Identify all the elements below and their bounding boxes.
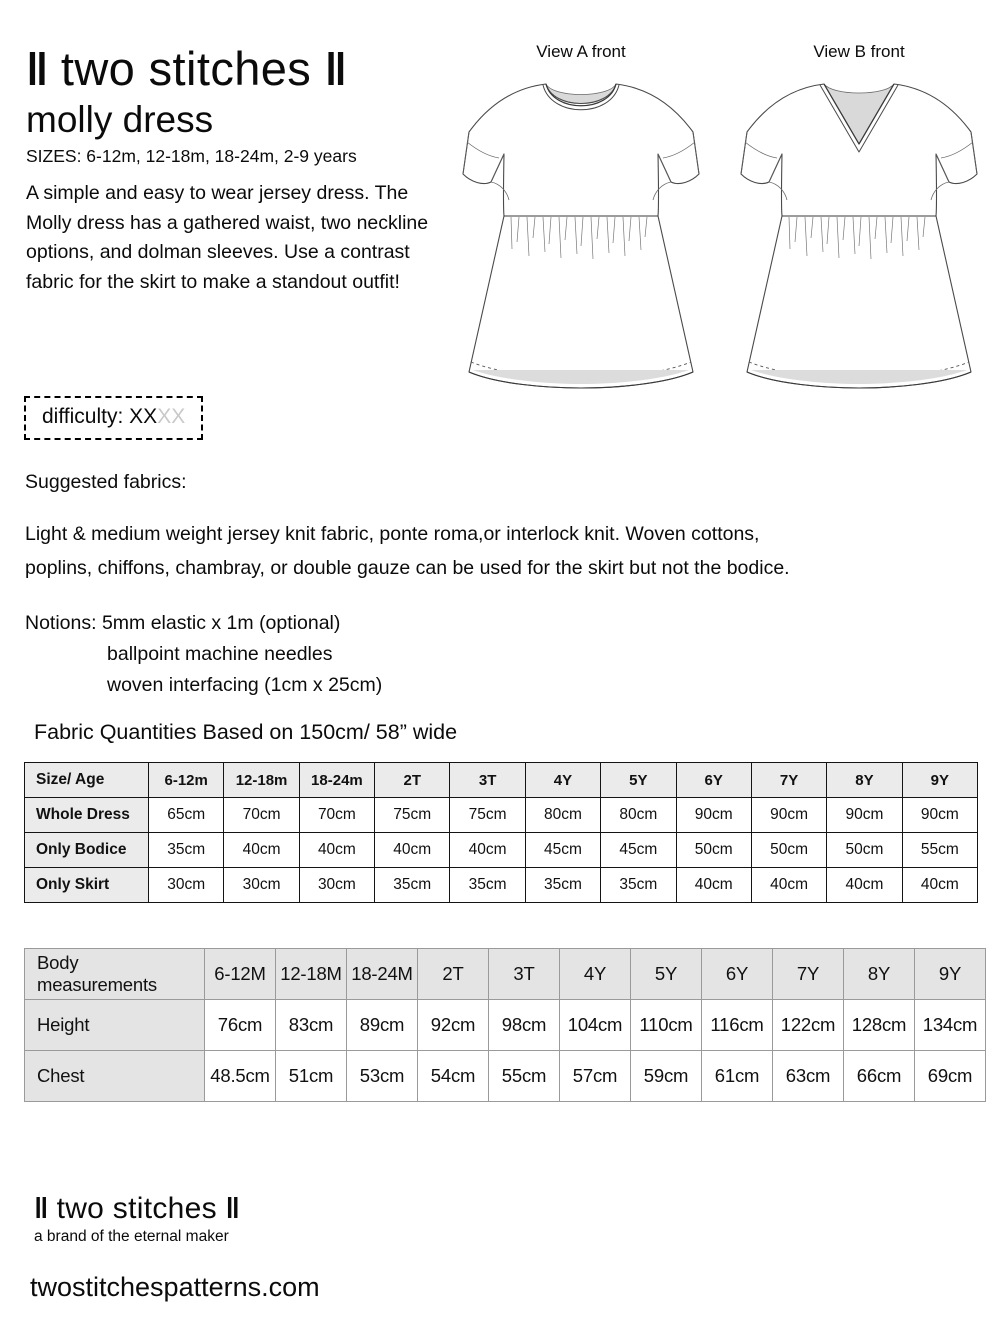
column-header: Size/ Age (25, 763, 149, 798)
dress-illustration-a (457, 66, 705, 406)
column-header: 18-24M (347, 949, 418, 1000)
table-cell: 134cm (915, 1000, 986, 1051)
table-row (25, 798, 978, 833)
table-cell: 35cm (525, 868, 600, 903)
difficulty-label: difficulty: (42, 405, 124, 428)
fabric-quantities-table (24, 762, 978, 903)
row-header: Only Bodice (25, 833, 149, 868)
fabric-quantities-table-wrapper (24, 762, 978, 903)
footer-logo-bars-right: ‖ (225, 1193, 240, 1225)
footer-block (34, 1192, 239, 1246)
table-cell: 40cm (450, 833, 525, 868)
table-cell: 30cm (224, 868, 299, 903)
table-cell: 75cm (450, 798, 525, 833)
column-header: 3T (450, 763, 525, 798)
row-header: Only Skirt (25, 868, 149, 903)
column-header: 4Y (560, 949, 631, 1000)
column-header: 8Y (827, 763, 902, 798)
table-cell: 35cm (601, 868, 676, 903)
table-cell: 30cm (299, 868, 374, 903)
table-cell: 90cm (827, 798, 902, 833)
suggested-fabrics-heading: Suggested fabrics: (25, 471, 187, 493)
column-header: 8Y (844, 949, 915, 1000)
footer-brand-logo (34, 1192, 239, 1226)
column-header: 6-12m (149, 763, 224, 798)
column-header: 7Y (773, 949, 844, 1000)
page-title: molly dress (26, 99, 214, 141)
table-cell: 122cm (773, 1000, 844, 1051)
table-cell: 98cm (489, 1000, 560, 1051)
table-cell: 53cm (347, 1051, 418, 1102)
table-cell: 90cm (676, 798, 751, 833)
table-cell: 83cm (276, 1000, 347, 1051)
table-cell: 55cm (489, 1051, 560, 1102)
notions-line-2: ballpoint machine needles (107, 642, 333, 665)
table-cell: 80cm (525, 798, 600, 833)
table-cell: 50cm (751, 833, 826, 868)
column-header: 4Y (525, 763, 600, 798)
table-cell: 80cm (601, 798, 676, 833)
column-header: 12-18M (276, 949, 347, 1000)
table-cell: 59cm (631, 1051, 702, 1102)
table-cell: 57cm (560, 1051, 631, 1102)
column-header: Body measurements (25, 949, 205, 1000)
table-row (25, 868, 978, 903)
notions-line-1: Notions: 5mm elastic x 1m (optional) (25, 612, 341, 634)
column-header: 5Y (631, 949, 702, 1000)
footer-tagline: a brand of the eternal maker (34, 1228, 229, 1245)
sizes-label: SIZES: 6-12m, 12-18m, 18-24m, 2-9 years (26, 145, 357, 166)
brand-logo (26, 44, 446, 93)
logo-bars-right: ‖ (324, 44, 347, 95)
table-cell: 92cm (418, 1000, 489, 1051)
view-b-caption: View B front (813, 42, 905, 61)
header-block (26, 44, 446, 297)
table-cell: 76cm (205, 1000, 276, 1051)
table-cell: 40cm (676, 868, 751, 903)
table-cell: 110cm (631, 1000, 702, 1051)
column-header: 6Y (702, 949, 773, 1000)
table-cell: 45cm (601, 833, 676, 868)
difficulty-text (42, 405, 185, 428)
table-cell: 40cm (751, 868, 826, 903)
row-header: Height (25, 1000, 205, 1051)
table-cell: 104cm (560, 1000, 631, 1051)
table-cell: 63cm (773, 1051, 844, 1102)
brand-name: two stitches (60, 42, 312, 95)
notions-line-3: woven interfacing (1cm x 25cm) (107, 673, 383, 696)
table-cell: 30cm (149, 868, 224, 903)
difficulty-badge (24, 396, 203, 440)
difficulty-marks-filled: XX (129, 405, 158, 428)
illustration-view-b (730, 42, 988, 406)
table-header-row (25, 949, 986, 1000)
fabrics-line-2: poplins, chiffons, chambray, or double gauze can be used for the skirt but not the bodice. (25, 556, 790, 579)
table-row (25, 833, 978, 868)
footer-brand-name: two stitches (56, 1192, 217, 1225)
table-cell: 65cm (149, 798, 224, 833)
fabrics-line-1: Light & medium weight jersey knit fabric, ponte roma,or interlock knit. Woven cottons, (25, 523, 760, 546)
table-cell: 35cm (375, 868, 450, 903)
column-header: 18-24m (299, 763, 374, 798)
table-cell: 70cm (224, 798, 299, 833)
table-cell: 69cm (915, 1051, 986, 1102)
table-cell: 61cm (702, 1051, 773, 1102)
table-cell: 35cm (149, 833, 224, 868)
column-header: 9Y (915, 949, 986, 1000)
suggested-fabrics-section (25, 468, 975, 584)
table-cell: 40cm (299, 833, 374, 868)
table-cell: 40cm (375, 833, 450, 868)
dress-illustration-b (735, 66, 983, 406)
body-measurements-table-wrapper (24, 948, 986, 1102)
column-header: 6Y (676, 763, 751, 798)
footer-logo-bars-left: ‖ (34, 1193, 48, 1225)
table-cell: 51cm (276, 1051, 347, 1102)
table-header-row (25, 763, 978, 798)
table-cell: 75cm (375, 798, 450, 833)
table-cell: 55cm (902, 833, 977, 868)
table-row (25, 1051, 986, 1102)
column-header: 2T (375, 763, 450, 798)
table-cell: 48.5cm (205, 1051, 276, 1102)
column-header: 2T (418, 949, 489, 1000)
row-header: Chest (25, 1051, 205, 1102)
product-description: A simple and easy to wear jersey dress. The Molly dress has a gathered waist, two neckline options, and dolman sleeves. Use a contrast fabric for the skirt to make a standout outfit! (26, 181, 429, 293)
table-cell: 128cm (844, 1000, 915, 1051)
illustration-view-a (452, 42, 710, 406)
column-header: 5Y (601, 763, 676, 798)
fabric-quantities-heading: Fabric Quantities Based on 150cm/ 58” wide (34, 720, 458, 744)
column-header: 7Y (751, 763, 826, 798)
table-cell: 54cm (418, 1051, 489, 1102)
table-cell: 40cm (827, 868, 902, 903)
view-a-caption: View A front (536, 42, 626, 61)
table-cell: 50cm (676, 833, 751, 868)
column-header: 9Y (902, 763, 977, 798)
footer-website-url[interactable]: twostitchespatterns.com (30, 1272, 320, 1302)
difficulty-marks-empty: XX (157, 405, 186, 428)
column-header: 3T (489, 949, 560, 1000)
table-cell: 35cm (450, 868, 525, 903)
table-cell: 66cm (844, 1051, 915, 1102)
logo-bars-left: ‖ (26, 44, 48, 95)
notions-section (25, 608, 725, 700)
table-cell: 116cm (702, 1000, 773, 1051)
table-cell: 89cm (347, 1000, 418, 1051)
table-cell: 90cm (751, 798, 826, 833)
table-cell: 40cm (224, 833, 299, 868)
table-cell: 45cm (525, 833, 600, 868)
body-measurements-table (24, 948, 986, 1102)
table-cell: 50cm (827, 833, 902, 868)
column-header: 12-18m (224, 763, 299, 798)
table-cell: 40cm (902, 868, 977, 903)
table-row (25, 1000, 986, 1051)
column-header: 6-12M (205, 949, 276, 1000)
row-header: Whole Dress (25, 798, 149, 833)
table-cell: 90cm (902, 798, 977, 833)
table-cell: 70cm (299, 798, 374, 833)
